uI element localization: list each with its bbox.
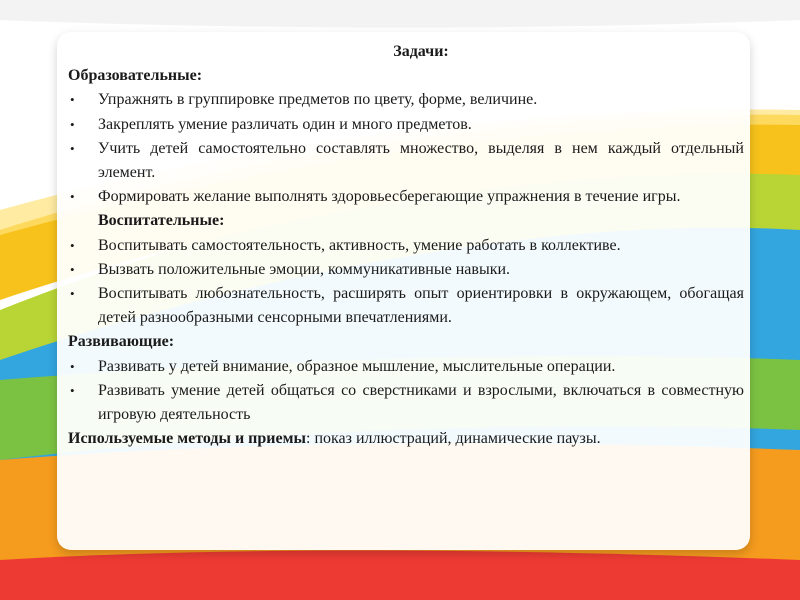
section-heading-upbringing: Воспитательные: bbox=[98, 212, 225, 230]
list-item: • Закреплять умение различать один и много предметов. bbox=[68, 113, 744, 137]
developing-list bbox=[68, 355, 744, 428]
list-item: • Развивать умение детей общаться со сверстниками и взрослыми, включаться в совместную игровую деятельность bbox=[68, 379, 744, 427]
list-item: • Учить детей самостоятельно составлять множество, выделяя в нем каждый отдельный элемент. bbox=[68, 137, 744, 185]
section-heading-educational: Образовательные: bbox=[68, 67, 203, 85]
task-list bbox=[68, 40, 744, 451]
methods-label: Используемые методы и приемы bbox=[68, 430, 307, 448]
upbringing-list bbox=[68, 234, 744, 331]
list-item: • Воспитывать любознательность, расширять опыт ориентировки в окружающем, обогащая детей разнообразными сенсорными впечатлениями. bbox=[68, 282, 744, 330]
list-item: • Воспитывать самостоятельность, активность, умение работать в коллективе. bbox=[68, 234, 744, 258]
methods-text: : показ иллюстраций, динамические паузы. bbox=[306, 430, 601, 448]
methods-line bbox=[68, 427, 744, 451]
list-item: • Упражнять в группировке предметов по цвету, форме, величине. bbox=[68, 88, 744, 112]
list-item: • Формировать желание выполнять здоровьесберегающие упражнения в течение игры. bbox=[68, 185, 744, 209]
educational-list bbox=[68, 88, 744, 209]
list-item: • Развивать у детей внимание, образное мышление, мыслительные операции. bbox=[68, 355, 744, 379]
section-heading-developing: Развивающие: bbox=[68, 333, 175, 351]
page-title: Задачи: bbox=[393, 43, 449, 60]
list-item: • Вызвать положительные эмоции, коммуникативные навыки. bbox=[68, 258, 744, 282]
